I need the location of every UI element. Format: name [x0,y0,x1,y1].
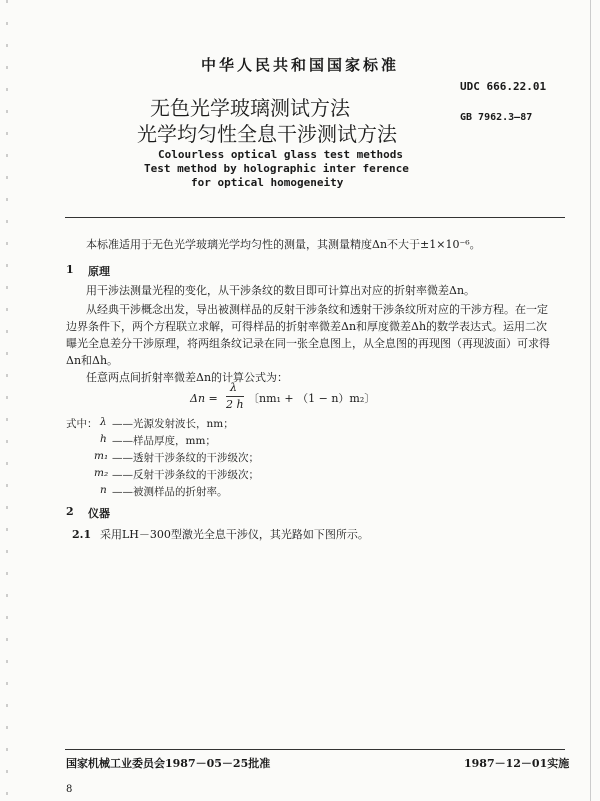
formula-rhs: 〔nm₁ + （1 − n）m₂〕 [248,392,376,405]
section-2-number: 2 [66,505,74,518]
term-desc-n: ——被测样品的折射率。 [112,486,228,498]
english-title-line-3: for optical homogeneity [191,176,344,189]
subsection-2-1-text: 采用LH－300型激光全息干涉仪，其光路如下图所示。 [100,528,369,541]
where-label: 式中： [66,418,98,430]
section-1-number: 1 [66,263,74,276]
section-1-paragraph-2-line-3: 曝光全息差分干涉原理，将两组条纹记录在同一张全息图上，从全息图的再现图（再现波面）可求得 [66,337,550,350]
term-desc-lambda: ——光源发射波长，nm； [112,418,234,430]
section-1-paragraph-1: 用干涉法测量光程的变化，从干涉条纹的数目即可计算出对应的折射率微差Δn。 [86,284,476,297]
section-1-paragraph-2-line-1: 从经典干涉概念出发，导出被测样品的反射干涉条纹和透射干涉条纹所对应的干涉方程。在一定 [86,303,548,316]
english-title-line-1: Colourless optical glass test methods [158,148,404,161]
title-line-2: 光学均匀性全息干涉测试方法 [137,122,397,146]
intro-paragraph: 本标准适用于无色光学玻璃光学均匀性的测量，其测量精度Δn不大于±1×10⁻⁶。 [86,238,481,251]
top-rule [65,217,565,218]
effective-date: 1987－12－01实施 [464,757,570,770]
section-1-paragraph-3: 任意两点间折射率微差Δn的计算公式为： [86,371,289,384]
udc-code: UDC 666.22.01 [460,80,547,93]
national-standard-header: 中华人民共和国国家标准 [200,56,399,74]
term-desc-h: ——样品厚度，mm； [112,435,216,447]
term-symbol-m2: m₂ [94,467,109,479]
section-1-paragraph-2-line-2: 边界条件下，两个方程联立求解，可得样品的折射率微差Δn和厚度微差Δh的数学表达式。运用二次 [66,320,548,333]
term-symbol-h: h [100,433,107,445]
page-number: 8 [66,784,73,795]
title-line-1: 无色光学玻璃测试方法 [150,96,350,120]
section-2-title: 仪器 [88,507,110,520]
subsection-2-1-number: 2.1 [72,528,92,541]
page-edge [590,0,591,801]
term-symbol-n: n [100,484,107,496]
english-title-line-2: Test method by holographic inter ference [144,162,409,175]
term-symbol-m1: m₁ [94,450,109,462]
term-symbol-lambda: λ [100,416,107,428]
formula-fraction-bar [226,396,244,397]
gb-number: GB 7962.3—87 [460,112,533,123]
formula-numerator: λ [230,381,237,394]
section-1-title: 原理 [88,265,110,278]
footer-rule [65,749,565,750]
approval-date: 国家机械工业委员会1987－05－25批准 [66,757,271,770]
formula-lhs: Δn = [190,392,218,405]
term-desc-m2: ——反射干涉条纹的干涉级次； [112,469,259,481]
formula-denominator: 2 h [226,398,244,411]
section-1-paragraph-2-line-4: Δn和Δh。 [66,354,119,367]
term-desc-m1: ——透射干涉条纹的干涉级次； [112,452,259,464]
binding-marks [6,0,8,801]
